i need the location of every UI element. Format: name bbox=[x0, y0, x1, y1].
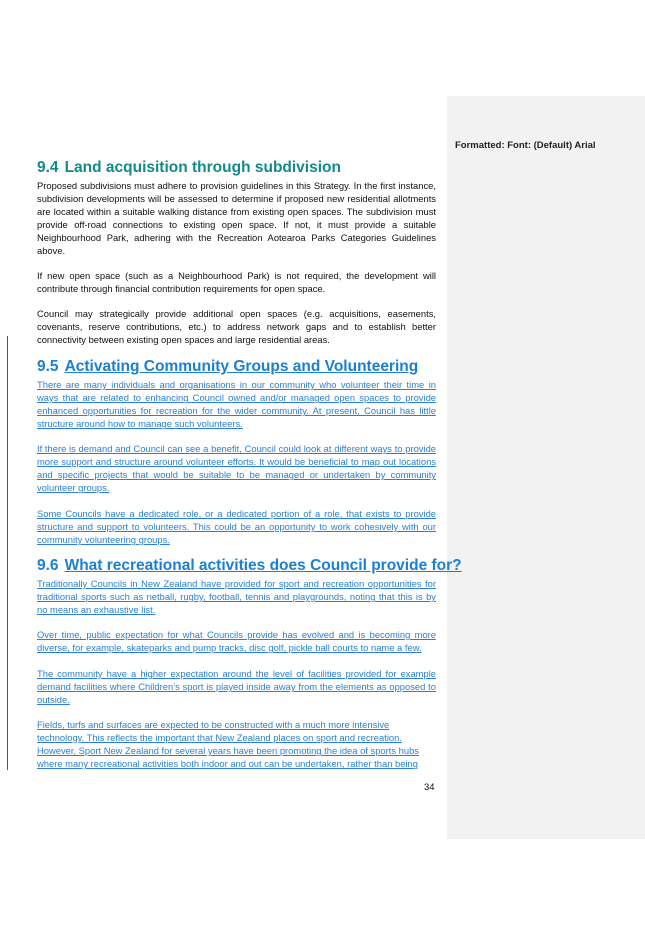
paragraph: The community have a higher expectation around the level of facilities provided for example demand facilities where Children’s sport is played inside away from the elements as opposed to outside. bbox=[37, 668, 436, 706]
heading-9-4-number: 9.4 bbox=[37, 159, 59, 176]
paragraph: Proposed subdivisions must adhere to provision guidelines in this Strategy. In the first instance, subdivision developments will be assessed to determine if proposed new residential allotments are located within a suitable walking distance from existing open spaces. The subdivision must provide off-road connections to existing open space. If not, it must provide a suitable Neighbourhood Park, adhering with the Recreation Aotearoa Parks Categories Guidelines above. bbox=[37, 180, 436, 257]
comment-pane bbox=[447, 96, 645, 839]
paragraph: Council may strategically provide additional open spaces (e.g. acquisitions, easements, covenants, reserve contributions, etc.) to address network gaps and to establish better connectivity between existing open spaces and large residential areas. bbox=[37, 308, 436, 346]
paragraph: If there is demand and Council can see a benefit, Council could look at different ways to provide more support and structure around volunteer efforts. It would be beneficial to map out locations and specific projects that would be suitable to be managed or undertaken by community volunteer groups. bbox=[37, 443, 436, 494]
paragraph: Some Councils have a dedicated role, or a dedicated portion of a role, that exists to provide structure and support to volunteers. This could be an opportunity to work cohesively with our community volunteering groups. bbox=[37, 508, 436, 546]
heading-9-5-number: 9.5 bbox=[37, 358, 59, 375]
change-bar bbox=[7, 336, 8, 770]
heading-9-4 bbox=[37, 158, 436, 177]
heading-9-5-title: Activating Community Groups and Volunteering bbox=[64, 358, 419, 375]
comment-label: Formatted: Font: (Default) Arial bbox=[455, 140, 596, 151]
paragraph: There are many individuals and organisations in our community who volunteer their time in ways that are related to enhancing Council owned and/or managed open spaces to provide enhanced opportunities for recreation for the wider community. At present, Council has little structure around how to manage such volunteers. bbox=[37, 379, 436, 430]
heading-9-6 bbox=[37, 556, 462, 575]
heading-9-6-title: What recreational activities does Council provide for? bbox=[64, 557, 462, 574]
paragraph: If new open space (such as a Neighbourhood Park) is not required, the development will contribute through financial contribution requirements for open space. bbox=[37, 270, 436, 295]
page-number: 34 bbox=[424, 782, 435, 793]
heading-9-4-title: Land acquisition through subdivision bbox=[64, 159, 341, 176]
heading-9-5 bbox=[37, 357, 436, 376]
paragraph: Traditionally Councils in New Zealand have provided for sport and recreation opportunities for traditional sports such as netball, rugby, football, tennis and playgrounds, noting that this is by no means an exhaustive list. bbox=[37, 578, 436, 616]
paragraph: Over time, public expectation for what Councils provide has evolved and is becoming more diverse, for example, skateparks and pump tracks, disc golf, pickle ball courts to name a few. bbox=[37, 629, 436, 654]
paragraph: Fields, turfs and surfaces are expected to be constructed with a much more intensive technology. This reflects the important that New Zealand places on sport and recreation. However, Sport New Zealand for several years have been promoting the idea of sports hubs where many recreational activities both indoor and out can be undertaken, rather than being bbox=[37, 719, 419, 770]
heading-9-6-number: 9.6 bbox=[37, 557, 59, 574]
